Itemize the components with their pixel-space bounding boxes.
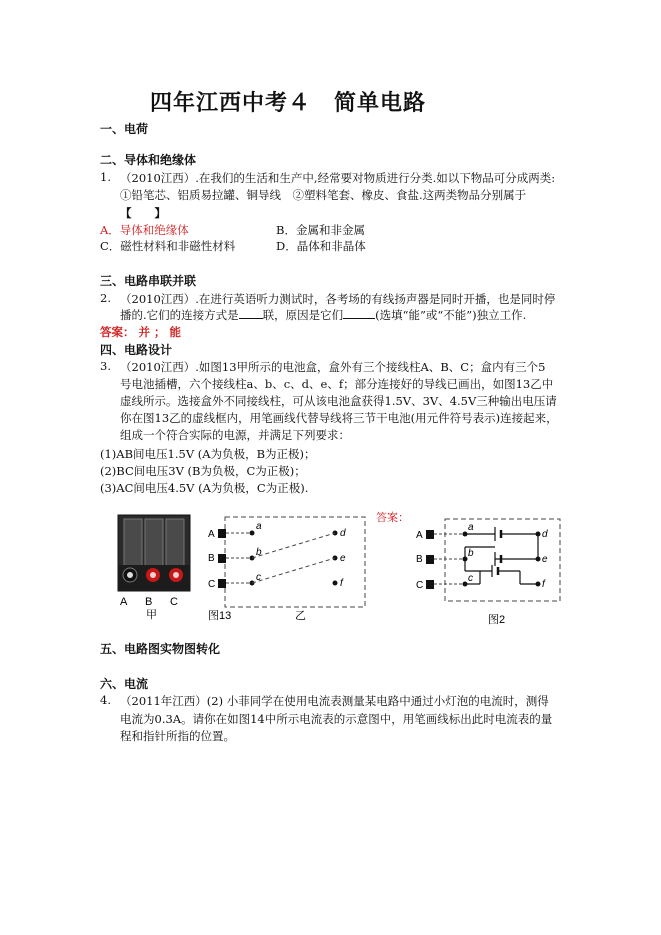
section-heading-charge: 一、电荷	[100, 122, 149, 136]
figure-answer-label: 答案：	[376, 512, 409, 524]
photo-label-b: B	[145, 596, 153, 608]
ans-post-c: c	[468, 573, 473, 584]
q2-line2	[120, 307, 526, 323]
yi-terminal-c: C	[208, 579, 216, 590]
figure-13-and-figure-2	[100, 505, 570, 630]
ans-terminal-c: C	[416, 580, 424, 591]
q2-number: 2.	[100, 291, 111, 305]
ans-post-e: e	[542, 554, 548, 565]
section-heading-diagram-conversion: 五、电路图实物图转化	[100, 642, 221, 656]
photo-label-a: A	[120, 596, 128, 608]
yi-terminal-a: A	[208, 529, 215, 540]
q1-option-a: A．导体和绝缘体	[100, 223, 189, 237]
q4-line2: 电流为0.3A。请你在如图14中所示电流表的示意图中，用笔画线标出此时电流表的量	[120, 712, 553, 726]
q2-line2-part2: 联，原因是它们	[262, 308, 344, 322]
yi-post-f: f	[340, 578, 343, 589]
q2-line2-part1: 播的.它们的连接方式是	[120, 308, 239, 322]
q2-answer: 答案： 并 ； 能	[100, 325, 182, 339]
q3-requirement-2: (2)BC间电压3V (B为负极，C为正极)；	[100, 464, 306, 478]
yi-post-a: a	[256, 521, 262, 532]
ans-post-f: f	[542, 579, 545, 590]
figure-2-answer-diagram	[416, 519, 560, 601]
section-heading-current: 六、电流	[100, 677, 149, 691]
yi-post-e: e	[340, 553, 346, 564]
page-title: 四年江西中考４ 简单电路	[150, 90, 427, 116]
section-heading-circuit-design: 四、电路设计	[100, 343, 173, 357]
q1-bracket: 【 】	[120, 206, 166, 220]
photo-label-c: C	[170, 596, 178, 608]
q3-number: 3.	[100, 359, 111, 373]
q3-line5: 组成一个符合实际的电源，并满足下列要求：	[120, 428, 350, 442]
q3-line2: 号电池插槽，六个接线柱a、b、c、d、e、f；部分连接好的导线已画出，如图13乙中	[120, 377, 554, 391]
q2-line1: （2010江西）.在进行英语听力测试时，各考场的有线扬声器是同时开播，也是同时停	[120, 292, 556, 306]
ans-post-a: a	[468, 522, 474, 533]
q1-option-d: D．晶体和非晶体	[276, 239, 366, 253]
ans-terminal-b: B	[416, 554, 423, 565]
yi-caption: 乙	[295, 610, 306, 622]
q4-line1: （2011年江西）(2) 小菲同学在使用电流表测量某电路中通过小灯泡的电流时，测得	[120, 694, 549, 708]
q3-requirement-3: (3)AC间电压4.5V (A为负极，C为正极).	[100, 481, 309, 495]
yi-post-c: c	[256, 572, 261, 583]
q4-line3: 程和指针所指的位置。	[120, 729, 235, 743]
q1-number: 1.	[100, 170, 111, 184]
q3-line1: （2010江西）.如图13甲所示的电池盒，盒外有三个接线柱A、B、C；盒内有三个5	[120, 360, 546, 374]
q3-line4: 你在图13乙的虚线框内，用笔画线代替导线将三节干电池(用元件符号表示)连接起来，	[120, 411, 558, 425]
section-heading-conductor: 二、导体和绝缘体	[100, 153, 197, 167]
q3-line3: 虚线所示。选接盒外不同接线柱，可从该电池盒获得1.5V、3V、4.5V三种输出电压请	[120, 394, 557, 408]
ans-post-b: b	[468, 548, 474, 559]
q2-line2-part3: (选填“能”或“不能”)独立工作.	[375, 308, 527, 322]
q1-line1: （2010江西）.在我们的生活和生产中,经常要对物质进行分类.如以下物品可分成两类:	[120, 171, 556, 185]
q2-blank-1	[239, 308, 263, 319]
battery-box-photo	[118, 515, 190, 591]
ans-terminal-a: A	[416, 530, 423, 541]
q1-option-b: B．金属和非金属	[276, 223, 365, 237]
figure-13-yi-diagram	[208, 517, 365, 607]
q4-number: 4.	[100, 693, 111, 707]
yi-post-b: b	[256, 547, 262, 558]
q3-requirement-1: (1)AB间电压1.5V (A为负极，B为正极)；	[100, 447, 316, 461]
yi-post-d: d	[340, 528, 346, 539]
photo-caption: 甲	[146, 609, 157, 621]
figure-2-caption: 图2	[488, 614, 506, 626]
yi-terminal-b: B	[208, 553, 215, 564]
q1-line2: ①铅笔芯、铝质易拉罐、铜导线 ②塑料笔套、橡皮、食盐.这两类物品分别属于	[120, 188, 527, 202]
ans-post-d: d	[542, 529, 548, 540]
q1-option-c: C．磁性材料和非磁性材料	[100, 239, 236, 253]
section-heading-series-parallel: 三、电路串联并联	[100, 274, 197, 288]
figure-13-caption: 图13	[208, 610, 232, 622]
q2-blank-2	[343, 308, 375, 319]
